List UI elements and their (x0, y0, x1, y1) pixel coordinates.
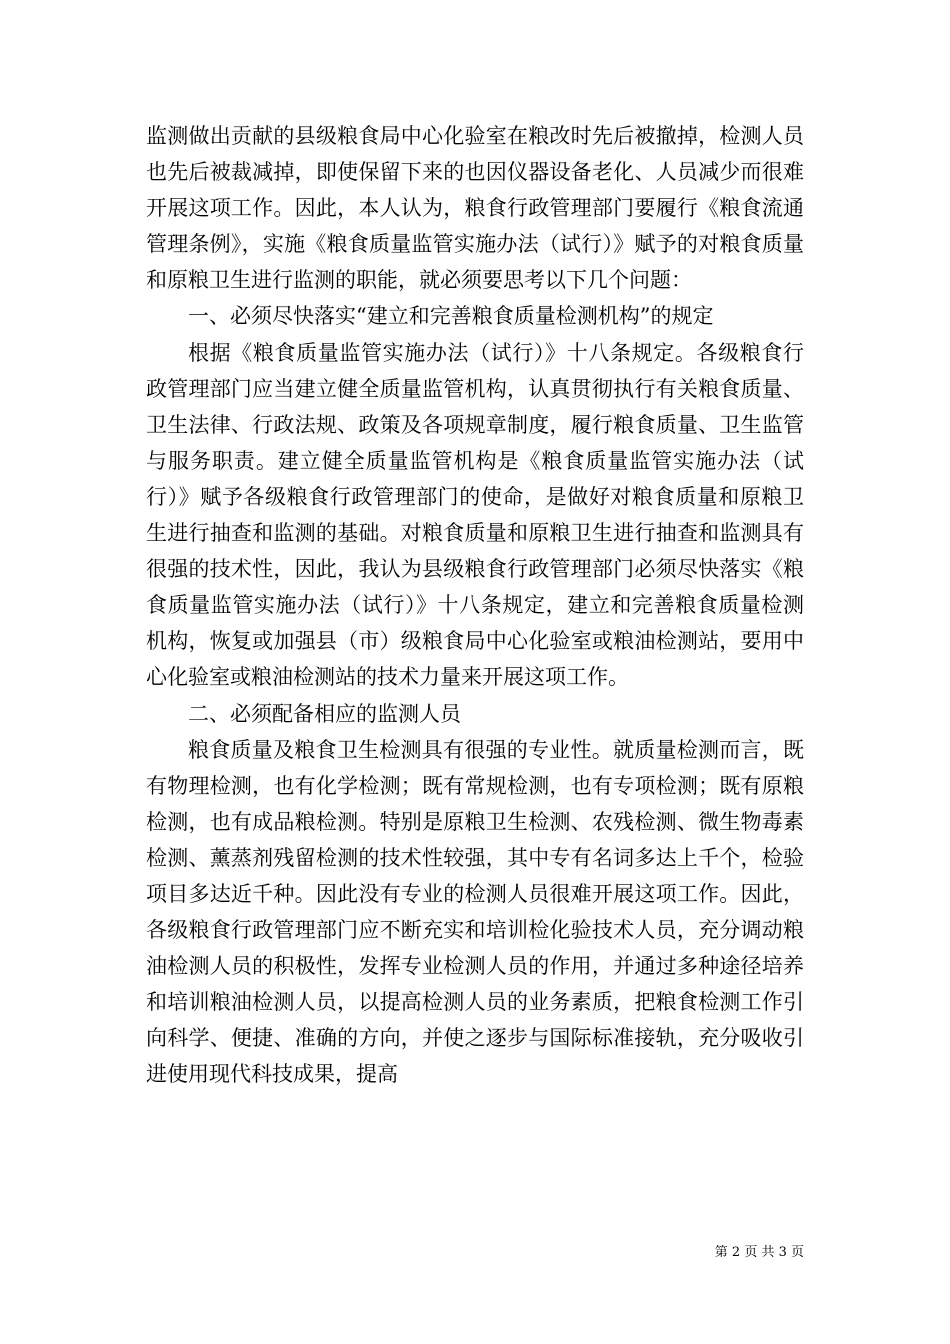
document-body (146, 118, 804, 1093)
paragraph-section-2: 粮食质量及粮食卫生检测具有很强的专业性。就质量检测而言，既有物理检测，也有化学检测；既有常规检测，也有专项检测；既有原粮检测，也有成品粮检测。特别是原粮卫生检测、农残检测、微生物毒素检测、薰蒸剂残留检测的技术性较强，其中专有名词多达上千个，检验项目多达近千种。因此没有专业的检测人员很难开展这项工作。因此，各级粮食行政管理部门应不断充实和培训检化验技术人员，充分调动粮油检测人员的积极性，发挥专业检测人员的作用，并通过多种途径培养和培训粮油检测人员，以提高检测人员的业务素质，把粮食检测工作引向科学、便捷、准确的方向，并使之逐步与国际标准接轨，充分吸收引进使用现代科技成果，提高 (146, 737, 804, 1087)
section-heading-2: 二、必须配备相应的监测人员 (188, 701, 461, 726)
section-heading-1: 一、必须尽快落实“建立和完善粮食质量检测机构”的规定 (188, 304, 714, 329)
page-footer (0, 1245, 950, 1261)
paragraph-intro: 监测做出贡献的县级粮食局中心化验室在粮改时先后被撤掉，检测人员也先后被裁减掉，即使保留下来的也因仪器设备老化、人员减少而很难开展这项工作。因此，本人认为，粮食行政管理部门要履行《粮食流通管理条例》，实施《粮食质量监管实施办法（试行）》赋予的对粮食质量和原粮卫生进行监测的职能，就必须要思考以下几个问题： (146, 124, 804, 293)
paragraph-section-1: 根据《粮食质量监管实施办法（试行）》十八条规定。各级粮食行政管理部门应当建立健全质量监管机构，认真贯彻执行有关粮食质量、卫生法律、行政法规、政策及各项规章制度，履行粮食质量、卫生监管与服务职责。建立健全质量监管机构是《粮食质量监管实施办法（试行）》赋予各级粮食行政管理部门的使命，是做好对粮食质量和原粮卫生进行抽查和监测的基础。对粮食质量和原粮卫生进行抽查和监测具有很强的技术性，因此，我认为县级粮食行政管理部门必须尽快落实《粮食质量监管实施办法（试行）》十八条规定，建立和完善粮食质量检测机构，恢复或加强县（市）级粮食局中心化验室或粮油检测站，要用中心化验室或粮油检测站的技术力量来开展这项工作。 (146, 340, 804, 690)
page-number: 第 2 页 共 3 页 (714, 1245, 804, 1260)
